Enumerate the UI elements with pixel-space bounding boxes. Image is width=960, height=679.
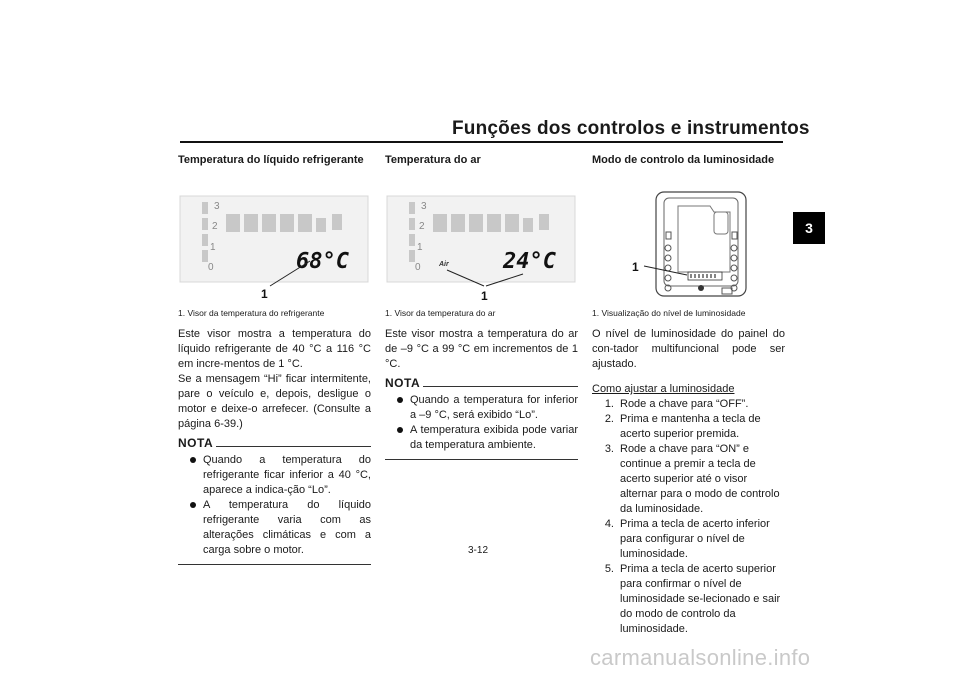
note-label: NOTA <box>178 436 214 450</box>
section-heading: Modo de controlo da luminosidade <box>592 154 775 166</box>
figure-caption: 1. Visualização do nível de luminosidade <box>592 308 746 318</box>
svg-text:1: 1 <box>417 242 423 253</box>
svg-text:3: 3 <box>421 201 427 212</box>
svg-text:2: 2 <box>419 221 425 232</box>
note-box <box>385 376 578 460</box>
display-value: 24°C <box>503 249 556 274</box>
brightness-figure <box>592 176 785 304</box>
step-text: Rode a chave para “ON” e continue a premir a tecla de acerto superior até o visor alternar para o modo de controlo da luminosidade. <box>620 443 780 515</box>
instrument-display-illustration <box>385 176 578 304</box>
callout-number: 1 <box>632 260 639 274</box>
callout-number: 1 <box>261 287 268 301</box>
note-item: Quando a temperatura do refrigerante ficar inferior a 40 °C, aparece a indica-ção “Lo”. <box>178 453 371 498</box>
air-label: Air <box>439 261 449 268</box>
air-temp-display-figure <box>385 176 578 304</box>
body-text <box>592 327 785 372</box>
coolant-display-figure <box>178 176 371 304</box>
page-header-title: Funções dos controlos e instrumentos <box>452 118 810 139</box>
svg-text:1: 1 <box>210 242 216 253</box>
page-number: 3-12 <box>468 545 489 556</box>
paragraph: O nível de luminosidade do painel do con-tador multifuncional pode ser ajustado. <box>592 328 785 370</box>
step-number: 2. <box>604 413 614 425</box>
step-number: 1. <box>604 398 614 410</box>
section-heading: Temperatura do ar <box>385 154 481 166</box>
note-item: A temperatura exibida pode variar da temperatura ambiente. <box>385 423 578 453</box>
watermark-text: carmanualsonline.info <box>590 645 811 670</box>
column-coolant-temperature <box>178 150 371 565</box>
body-text <box>178 327 371 432</box>
step-text: Rode a chave para “OFF”. <box>620 398 749 410</box>
svg-text:0: 0 <box>208 262 214 273</box>
chapter-tab: 3 <box>793 212 825 244</box>
instrument-display-illustration <box>178 176 371 304</box>
callout-number: 1 <box>481 289 488 303</box>
section-heading: Temperatura do líquido refrigerante <box>178 154 364 166</box>
step-text: Prima a tecla de acerto superior para confirmar o nível de luminosidade se-lecionado e sair do modo de controlo da luminosidade. <box>620 563 781 635</box>
note-item: Quando a temperatura for inferior a –9 °C, será exibido “Lo”. <box>385 393 578 423</box>
step-number: 5. <box>604 563 614 575</box>
step-item <box>592 442 785 517</box>
note-item: A temperatura do líquido refrigerante varia com as alterações climáticas e com a carga sobre o motor. <box>178 498 371 558</box>
paragraph: Se a mensagem “Hi” ficar intermitente, pare o veículo e, depois, desligue o motor e deixe-o arrefecer. (Consulte a página 6-39.) <box>178 373 371 430</box>
step-item <box>592 562 785 637</box>
note-end-rule <box>178 564 371 565</box>
svg-text:0: 0 <box>415 262 421 273</box>
paragraph: Este visor mostra a temperatura do ar de –9 °C a 99 °C em incrementos de 1 °C. <box>385 328 578 370</box>
instrument-panel-illustration <box>592 176 785 304</box>
step-number: 4. <box>604 518 614 530</box>
paragraph: Este visor mostra a temperatura do líquido refrigerante de 40 °C a 116 °C em incre-mentos de 1 °C. <box>178 328 371 370</box>
procedure-title: Como ajustar a luminosidade <box>592 383 735 395</box>
note-box <box>178 436 371 565</box>
figure-caption: 1. Visor da temperatura do refrigerante <box>178 308 325 318</box>
svg-text:3: 3 <box>214 201 220 212</box>
column-air-temperature <box>385 150 578 460</box>
step-item <box>592 412 785 442</box>
svg-text:2: 2 <box>212 221 218 232</box>
procedure-steps <box>592 397 785 637</box>
column-brightness-control <box>592 150 785 637</box>
note-rule <box>216 446 371 447</box>
note-rule <box>423 386 578 387</box>
body-text <box>385 327 578 372</box>
note-end-rule <box>385 459 578 460</box>
step-item <box>592 517 785 562</box>
step-text: Prima a tecla de acerto inferior para configurar o nível de luminosidade. <box>620 518 770 560</box>
step-text: Prima e mantenha a tecla de acerto superior premida. <box>620 413 761 440</box>
figure-caption: 1. Visor da temperatura do ar <box>385 308 496 318</box>
step-item <box>592 397 785 412</box>
header-divider <box>180 141 783 143</box>
display-value: 68°C <box>296 249 349 274</box>
step-number: 3. <box>604 443 614 455</box>
note-label: NOTA <box>385 376 421 390</box>
